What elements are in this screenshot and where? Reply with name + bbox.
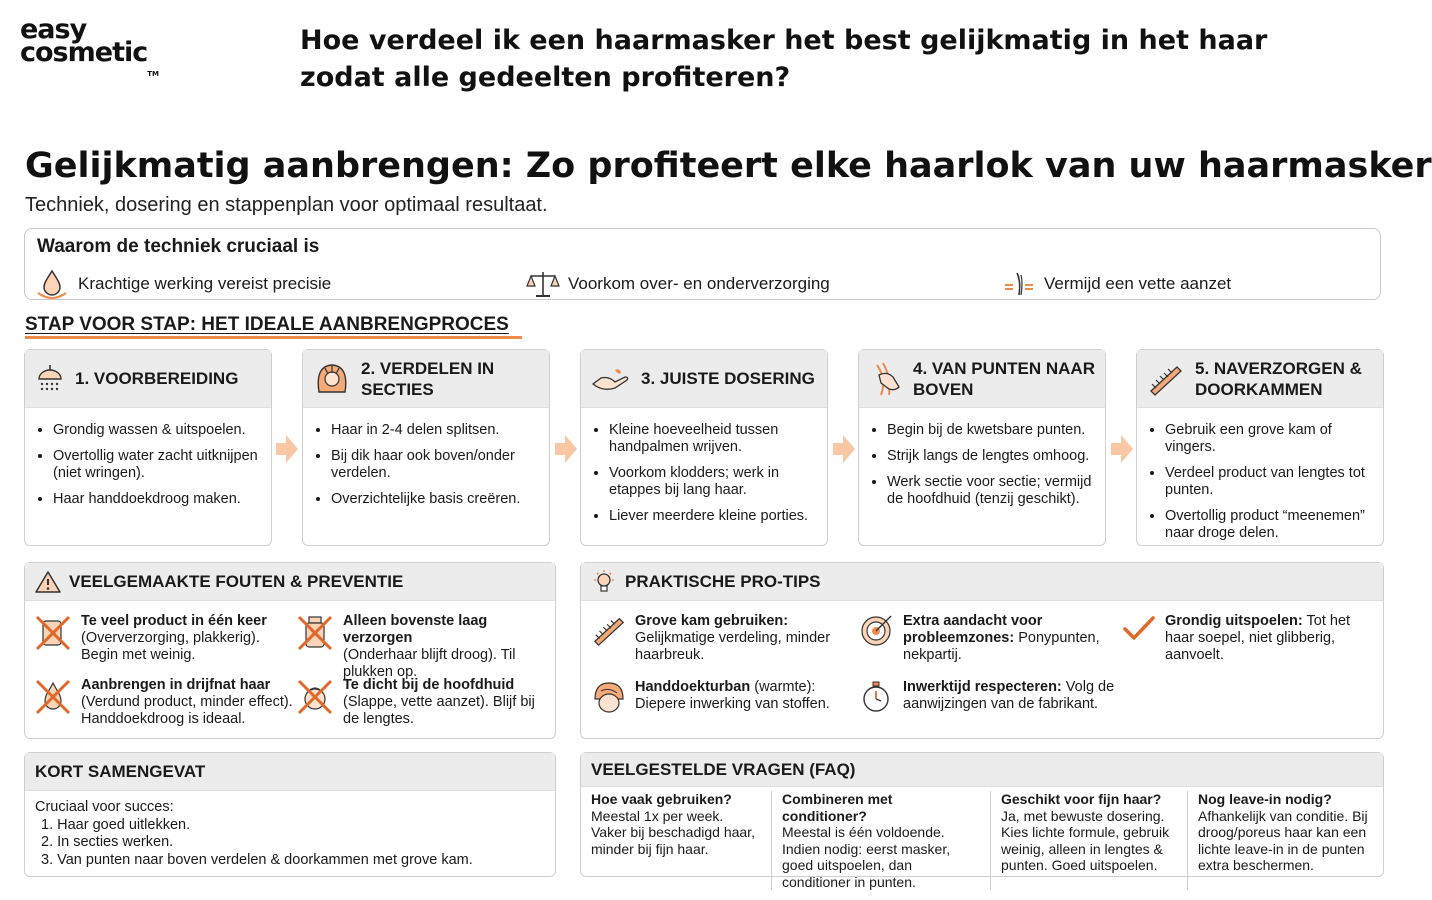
step-title: 2. VERDELEN IN SECTIES xyxy=(361,358,495,399)
step-bullet: • Bij dik haar ook boven/onder verdelen. xyxy=(331,448,539,482)
towel-turban-icon xyxy=(591,679,627,715)
step-bullets xyxy=(581,408,827,525)
hair-strand-icon xyxy=(1003,269,1035,299)
faq-answer: Meestal 1x per week. Vaker bij beschadigd haar, minder bij fijn haar. xyxy=(591,807,755,857)
step-bullets xyxy=(25,408,271,508)
faq-item xyxy=(591,791,761,890)
mistake-title: Te dicht bij de hoofdhuid xyxy=(343,677,515,693)
tips-box xyxy=(580,562,1384,739)
faq-header xyxy=(581,753,1383,787)
crossed-bottle-icon xyxy=(295,613,335,681)
summary-header xyxy=(25,753,555,791)
step-bullets xyxy=(859,408,1105,508)
faq-answer: Ja, met bewuste dosering. Kies lichte formule, gebruik weinig, alleen in lengtes & punten. Goed uitspoelen. xyxy=(1001,807,1170,873)
tips-title: PRAKTISCHE PRO-TIPS xyxy=(625,571,821,591)
tip-title: Handdoekturban xyxy=(635,679,751,695)
tip-text: Tot het haar soepel, niet glibberig, aanvoelt. xyxy=(1165,613,1351,663)
comb-icon xyxy=(591,613,627,647)
step-bullet: • Gebruik een grove kam of vingers. xyxy=(1165,422,1373,456)
faq-item xyxy=(1198,791,1370,890)
page-question: Hoe verdeel ik een haarmasker het best gelijkmatig in het haar zodat alle gedeelten profiteren? xyxy=(300,25,1268,93)
why-item-greasy xyxy=(1003,269,1231,299)
mistake-title: Alleen bovenste laag verzorgen xyxy=(343,613,488,646)
step-bullet: • Haar handdoekdroog maken. xyxy=(53,491,261,508)
faq-title: VEELGESTELDE VRAGEN (FAQ) xyxy=(591,759,856,779)
mistake-text: (Oververzorging, plakkerig). Begin met weinig. xyxy=(81,630,260,663)
mistakes-title: VEELGEMAAKTE FOUTEN & PREVENTIE xyxy=(69,571,404,591)
step-bullets xyxy=(303,408,549,508)
step-card-header xyxy=(25,350,271,408)
mistakes-header xyxy=(25,563,555,601)
hand-hair-icon xyxy=(869,361,903,397)
faq-answer: Meestal is één voldoende. Indien nodig: eerst masker, goed uitspoelen, dan conditioner in punten. xyxy=(782,824,951,890)
crossed-drop-icon xyxy=(33,677,73,728)
faq-question: Geschikt voor fijn haar? xyxy=(1001,791,1162,807)
step-bullet: • Overtollig water zacht uitknijpen (niet wringen). xyxy=(53,448,261,482)
stopwatch-icon xyxy=(859,679,895,715)
step-bullet: • Verdeel product van lengtes tot punten. xyxy=(1165,465,1373,499)
why-item-balance xyxy=(527,269,830,299)
faq-divider xyxy=(1187,791,1188,890)
summary-intro: Cruciaal voor succes: xyxy=(35,799,174,815)
why-item-precision xyxy=(35,269,331,299)
checkmark-icon xyxy=(1121,613,1157,643)
step-bullets xyxy=(1137,408,1383,542)
summary-item: 1. Haar goed uitlekken. xyxy=(41,816,191,833)
target-icon xyxy=(859,613,895,647)
brand-line-2-text: cosmetic xyxy=(20,37,148,68)
balance-scale-icon xyxy=(527,269,559,299)
mistake-item xyxy=(33,677,295,728)
faq-item xyxy=(1001,791,1177,890)
step-bullet: • Overtollig product “meenemen” naar droge delen. xyxy=(1165,508,1373,542)
tip-text: Ponypunten, nekpartij. xyxy=(903,630,1100,663)
tip-title: Grondig uitspoelen: xyxy=(1165,613,1303,629)
tip-item xyxy=(859,613,1114,664)
step-card-3 xyxy=(580,349,828,546)
tip-text: Gelijkmatige verdeling, minder haarbreuk. xyxy=(635,630,831,663)
brand-line-2 xyxy=(20,37,159,78)
mistake-title: Aanbrengen in drijfnat haar xyxy=(81,677,271,693)
mistake-item xyxy=(295,613,551,681)
shower-icon xyxy=(35,363,65,395)
step-card-header xyxy=(1137,350,1383,408)
step-bullet: • Liever meerdere kleine porties. xyxy=(609,508,817,525)
tip-item xyxy=(859,679,1121,715)
why-item-label: Krachtige werking vereist precisie xyxy=(78,274,332,293)
tips-header xyxy=(581,563,1383,601)
step-card-header xyxy=(859,350,1105,408)
step-bullet: • Overzichtelijke basis creëren. xyxy=(331,491,539,508)
faq-divider xyxy=(990,791,991,890)
tip-item xyxy=(591,613,846,664)
summary-item: 2. In secties werken. xyxy=(41,834,174,850)
steps-heading-underline xyxy=(25,336,522,339)
step-bullet: • Werk sectie voor sectie; vermijd de hoofdhuid (tenzij geschikt). xyxy=(887,474,1095,508)
faq-question: Combineren met conditioner? xyxy=(782,791,893,824)
why-title: Waarom de techniek cruciaal is xyxy=(37,236,320,257)
step-card-5 xyxy=(1136,349,1384,546)
mistake-title: Te veel product in één keer xyxy=(81,613,267,629)
faq-answer: Afhankelijk van conditie. Bij droog/poreus haar kan een lichte leave-in in de punten extra beschermen. xyxy=(1198,807,1368,873)
summary-item: 3. Van punten naar boven verdelen & doorkammen met grove kam. xyxy=(41,851,473,868)
mistake-text: (Verdund product, minder effect). Handdoekdroog is ideaal. xyxy=(81,694,293,727)
why-item-label: Voorkom over- en onderverzorging xyxy=(568,274,830,293)
tip-text: Volg de aanwijzingen van de fabrikant. xyxy=(903,679,1115,712)
hand-dose-icon xyxy=(591,364,631,394)
step-bullet: • Grondig wassen & uitspoelen. xyxy=(53,422,261,439)
why-box xyxy=(24,228,1381,300)
lightbulb-icon xyxy=(591,569,617,595)
tip-title: Grove kam gebruiken: xyxy=(635,613,789,629)
step-card-header xyxy=(581,350,827,408)
step-card-2 xyxy=(302,349,550,546)
tip-title: Inwerktijd respecteren: xyxy=(903,679,1062,695)
mistake-item xyxy=(33,613,283,664)
faq-item xyxy=(782,791,980,890)
step-arrow-icon xyxy=(833,432,855,466)
comb-icon xyxy=(1147,363,1185,395)
brand-logo xyxy=(20,14,159,78)
step-bullet: • Voorkom klodders; werk in etappes bij lang haar. xyxy=(609,465,817,499)
water-drop-icon xyxy=(35,269,69,299)
steps-heading: STAP VOOR STAP: HET IDEALE AANBRENGPROCES xyxy=(25,314,509,335)
tip-item xyxy=(591,679,851,715)
step-title: 4. VAN PUNTEN NAAR BOVEN xyxy=(913,358,1095,399)
step-title: 1. VOORBEREIDING xyxy=(75,369,239,388)
crossed-product-icon xyxy=(33,613,73,664)
step-bullet: • Strijk langs de lengtes omhoog. xyxy=(887,448,1095,465)
faq-question: Nog leave-in nodig? xyxy=(1198,791,1332,807)
summary-list xyxy=(35,817,473,870)
step-card-header xyxy=(303,350,549,408)
tip-title: Extra aandacht voor probleemzones: xyxy=(903,613,1043,646)
step-arrow-icon xyxy=(276,432,298,466)
faq-divider xyxy=(771,791,772,890)
page-title: Gelijkmatig aanbrengen: Zo profiteert elke haarlok van uw haarmasker xyxy=(25,146,1432,186)
step-card-1 xyxy=(24,349,272,546)
sectioned-hair-icon xyxy=(313,362,351,396)
crossed-scalp-icon xyxy=(295,677,335,728)
step-arrow-icon xyxy=(555,432,577,466)
mistake-text: (Onderhaar blijft droog). Til plukken op. xyxy=(343,647,516,680)
faq-columns xyxy=(591,791,1377,890)
step-bullet: • Begin bij de kwetsbare punten. xyxy=(887,422,1095,439)
mistakes-box xyxy=(24,562,556,739)
tip-text: (warmte): Diepere inwerking van stoffen. xyxy=(635,679,830,712)
step-card-4 xyxy=(858,349,1106,546)
mistake-text: (Slappe, vette aanzet). Blijf bij de lengtes. xyxy=(343,694,535,727)
brand-line-1: easy xyxy=(20,14,87,45)
summary-box xyxy=(24,752,556,877)
faq-box xyxy=(580,752,1384,890)
step-bullet: • Haar in 2-4 delen splitsen. xyxy=(331,422,539,439)
why-item-label: Vermijd een vette aanzet xyxy=(1044,274,1232,293)
summary-title: KORT SAMENGEVAT xyxy=(35,761,206,781)
mistake-item xyxy=(295,677,551,728)
step-title: 3. JUISTE DOSERING xyxy=(641,369,815,388)
warning-icon xyxy=(35,570,61,594)
step-bullet: • Kleine hoeveelheid tussen handpalmen wrijven. xyxy=(609,422,817,456)
step-title: 5. NAVERZORGEN & DOORKAMMEN xyxy=(1195,358,1362,399)
page-subtitle: Techniek, dosering en stappenplan voor optimaal resultaat. xyxy=(25,194,548,216)
summary-content xyxy=(35,799,473,869)
step-arrow-icon xyxy=(1111,432,1133,466)
tip-item xyxy=(1121,613,1379,664)
faq-question: Hoe vaak gebruiken? xyxy=(591,791,732,807)
trademark: TM xyxy=(147,70,159,78)
